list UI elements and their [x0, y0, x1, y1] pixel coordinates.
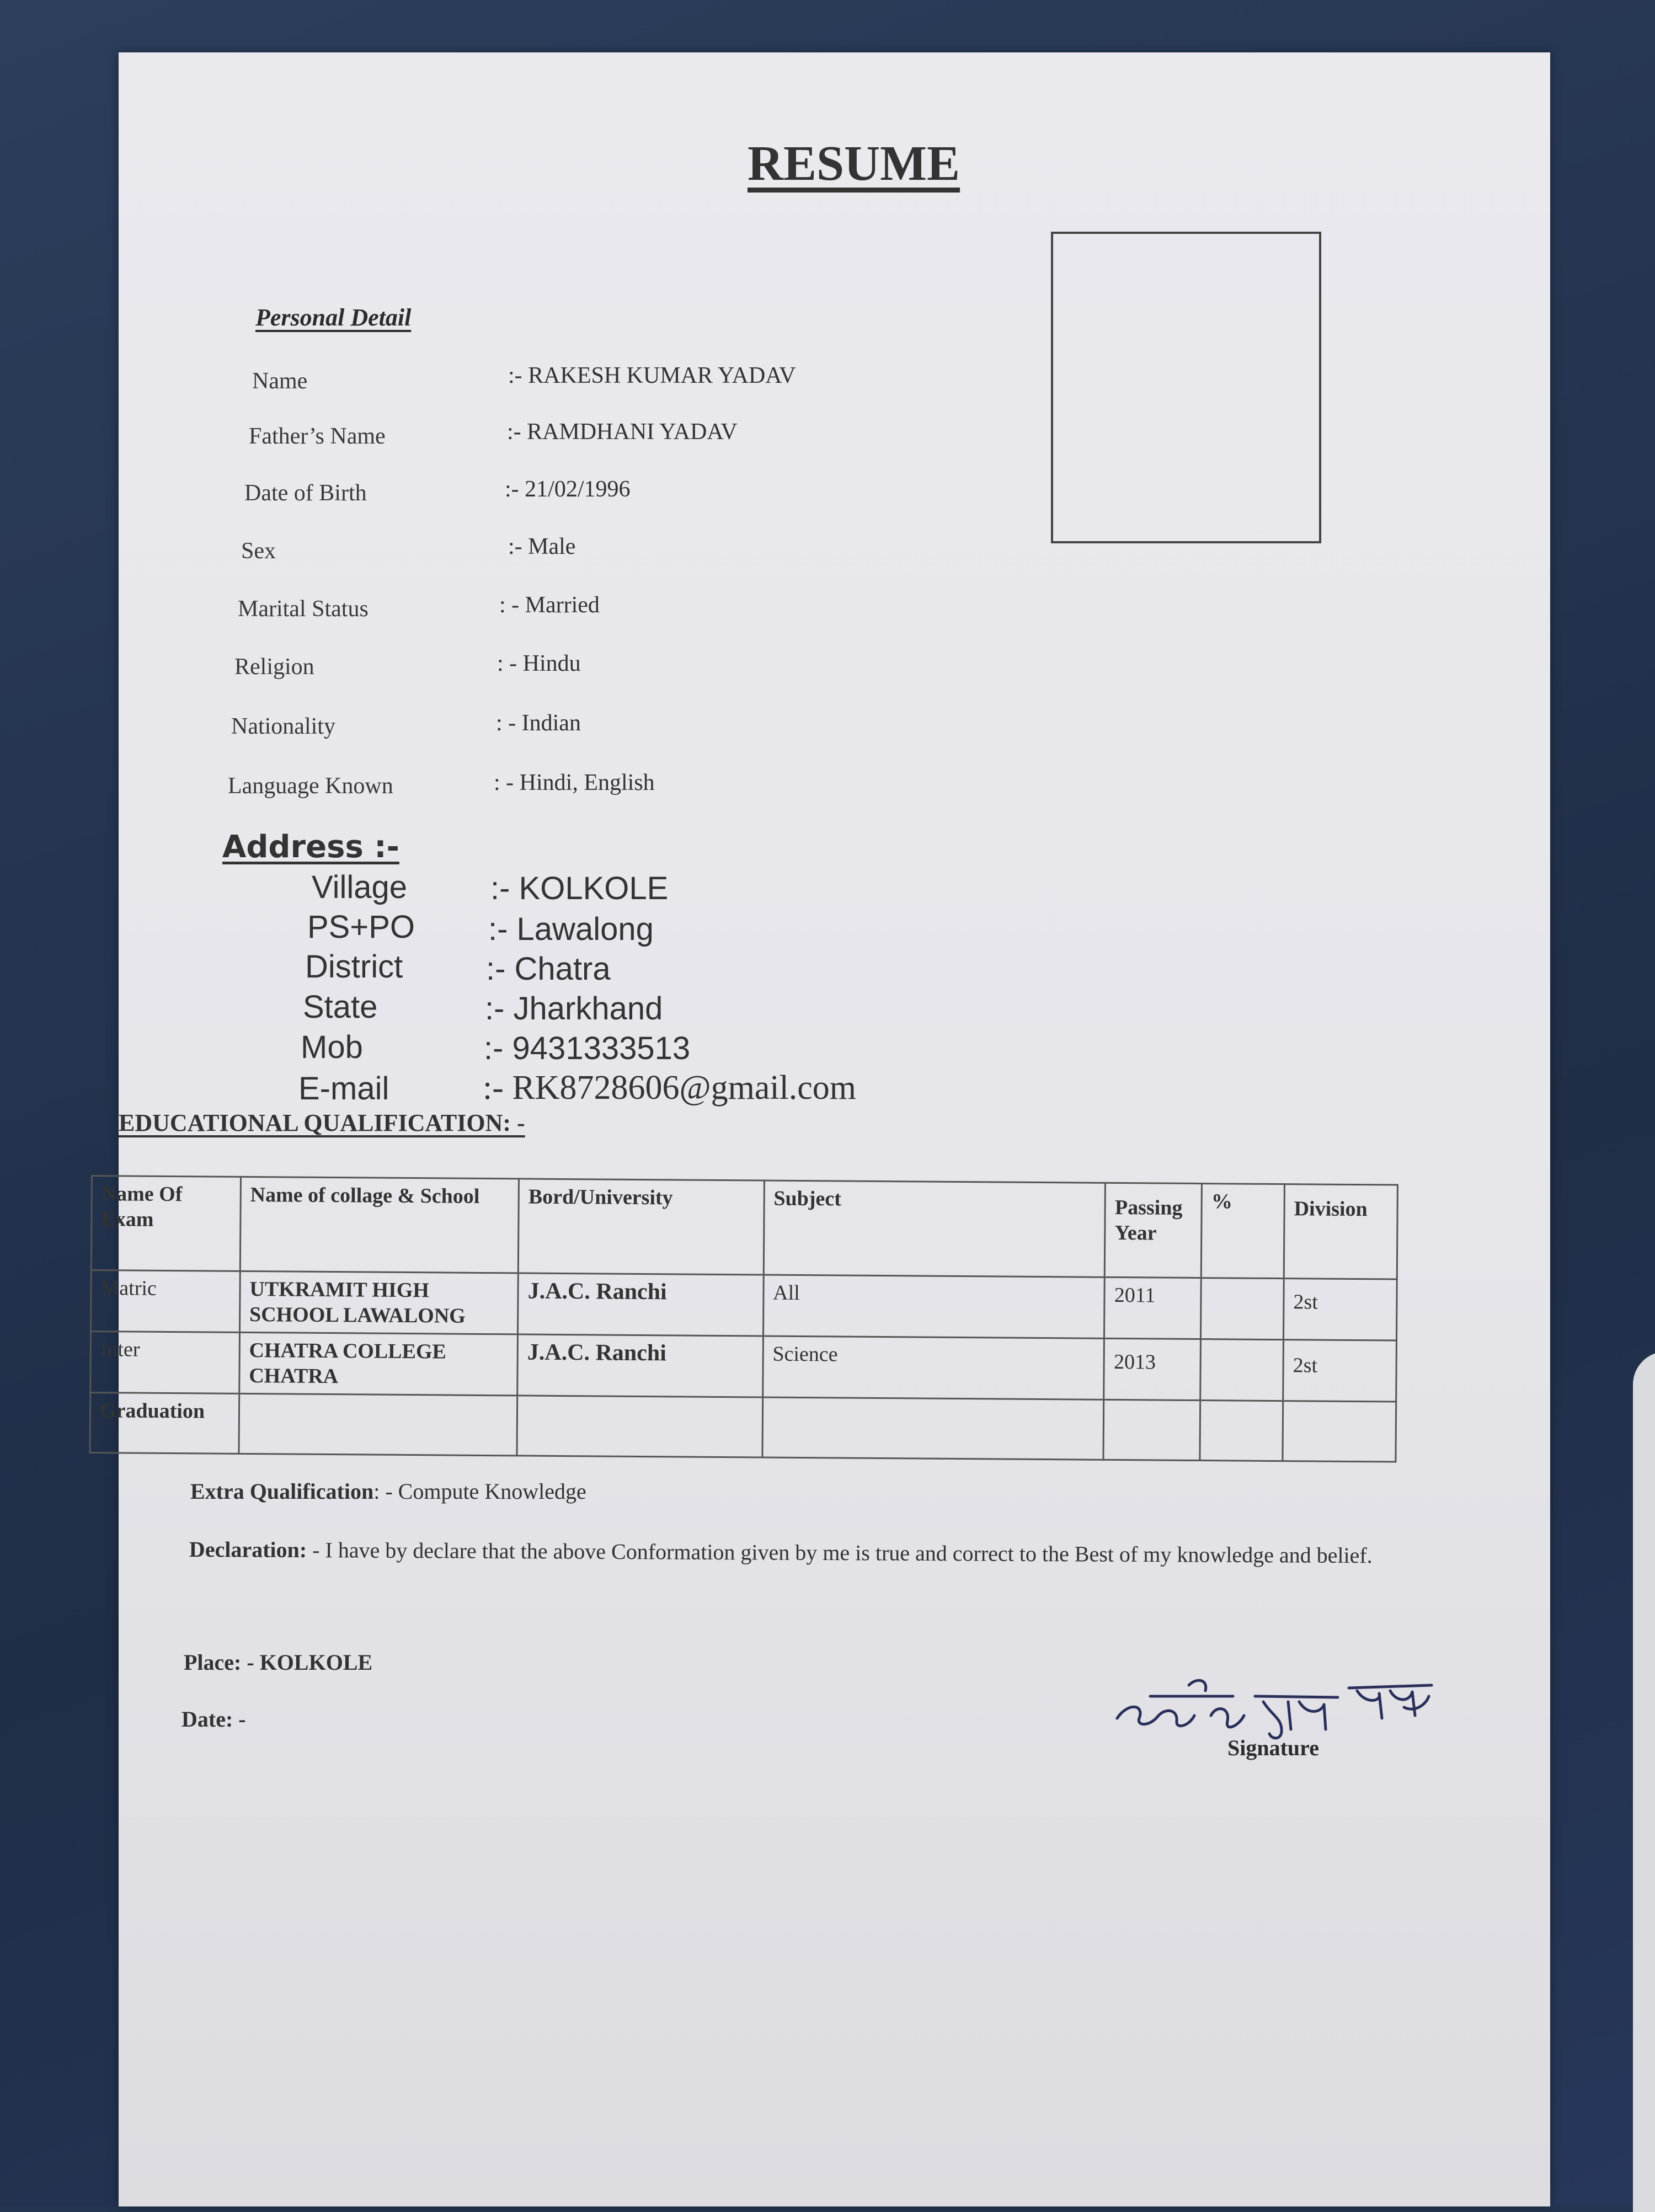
declaration-label: Declaration:: [189, 1537, 307, 1563]
cell-board: J.A.C. Ranchi: [518, 1273, 764, 1336]
extra-qualification: [190, 1478, 586, 1504]
cell-exam: Matric: [91, 1270, 241, 1333]
header-subject: Subject: [764, 1180, 1106, 1277]
cell-subject: All: [763, 1275, 1104, 1338]
cell-college: UTKRAMIT HIGH SCHOOL LAWALONG: [239, 1271, 518, 1334]
extra-qualification-value: : - Compute Knowledge: [373, 1479, 586, 1504]
date-line: Date: -: [181, 1707, 246, 1732]
header-exam: Name Of Exam: [91, 1176, 241, 1271]
nationality-label: Nationality: [231, 714, 335, 739]
marital-status-label: Marital Status: [238, 596, 369, 622]
cell-board: [517, 1396, 762, 1457]
dob-value: :- 21/02/1996: [505, 477, 631, 502]
state-label: State: [303, 989, 378, 1025]
cell-subject: [762, 1397, 1104, 1460]
underlying-sheet: [1633, 1351, 1655, 2212]
cell-subject: Science: [762, 1336, 1104, 1399]
ps-po-label: PS+PO: [307, 909, 415, 945]
extra-qualification-label: Extra Qualification: [190, 1479, 374, 1504]
fathers-name-label: Father’s Name: [249, 424, 386, 449]
table-row: [90, 1393, 1396, 1462]
state-value: :- Jharkhand: [485, 991, 663, 1027]
resume-sheet: [99, 52, 1550, 2206]
ps-po-value: :- Lawalong: [488, 911, 654, 947]
email-label: E-mail: [298, 1071, 389, 1107]
mob-value: :- 9431333513: [484, 1030, 691, 1066]
nationality-value: : - Indian: [496, 710, 581, 736]
sex-value: :- Male: [508, 534, 576, 559]
language-known-label: Language Known: [228, 773, 393, 799]
address-heading: Address :-: [222, 829, 399, 865]
education-table: [89, 1175, 1398, 1463]
name-label: Name: [252, 368, 308, 394]
village-label: Village: [312, 869, 408, 905]
cell-division: 2st: [1283, 1340, 1397, 1402]
mob-label: Mob: [301, 1029, 363, 1065]
personal-detail-heading: Personal Detail: [255, 304, 412, 331]
declaration: [189, 1536, 1373, 1568]
email-value: :- RK8728606@gmail.com: [483, 1069, 857, 1107]
cell-division: [1283, 1401, 1396, 1462]
cell-college: CHATRA COLLEGE CHATRA: [239, 1332, 518, 1396]
table-row: [90, 1332, 1397, 1402]
language-known-value: : - Hindi, English: [494, 770, 655, 795]
cell-percent: [1200, 1339, 1284, 1401]
photo-placeholder: [1051, 232, 1321, 543]
declaration-value: - I have by declare that the above Conformation given by me is true and correct to the Best of my knowledge and belief.: [307, 1537, 1373, 1568]
village-value: :- KOLKOLE: [490, 870, 669, 906]
cell-year: 2011: [1104, 1277, 1202, 1339]
district-value: :- Chatra: [486, 951, 611, 987]
education-heading: EDUCATIONAL QUALIFICATION: -: [119, 1109, 525, 1136]
cell-year: [1103, 1399, 1200, 1460]
cell-percent: [1200, 1401, 1283, 1461]
religion-value: : - Hindu: [497, 651, 581, 676]
marital-status-value: : - Married: [499, 592, 600, 618]
cell-exam: Inter: [90, 1332, 240, 1394]
cell-year: 2013: [1104, 1338, 1201, 1400]
cell-percent: [1201, 1278, 1284, 1340]
cell-division: 2st: [1284, 1279, 1397, 1340]
religion-label: Religion: [234, 654, 314, 680]
district-label: District: [305, 949, 403, 985]
cell-exam: Graduation: [90, 1393, 239, 1454]
header-board: Bord/University: [518, 1179, 764, 1275]
page-title: RESUME: [748, 136, 960, 191]
header-percent: %: [1202, 1184, 1285, 1279]
place-line: Place: - KOLKOLE: [184, 1650, 373, 1675]
cell-college: [239, 1393, 517, 1456]
table-header-row: [91, 1176, 1397, 1280]
signature-label: Signature: [1227, 1735, 1319, 1760]
fathers-name-value: :- RAMDHANI YADAV: [507, 419, 738, 445]
sex-label: Sex: [241, 538, 276, 564]
name-value: :- RAKESH KUMAR YADAV: [508, 363, 796, 388]
header-division: Division: [1284, 1184, 1397, 1279]
dob-label: Date of Birth: [244, 480, 367, 506]
cell-board: J.A.C. Ranchi: [517, 1334, 763, 1397]
header-passing-year: Passing Year: [1105, 1183, 1202, 1278]
table-row: [91, 1270, 1397, 1341]
header-college: Name of collage & School: [240, 1177, 519, 1273]
